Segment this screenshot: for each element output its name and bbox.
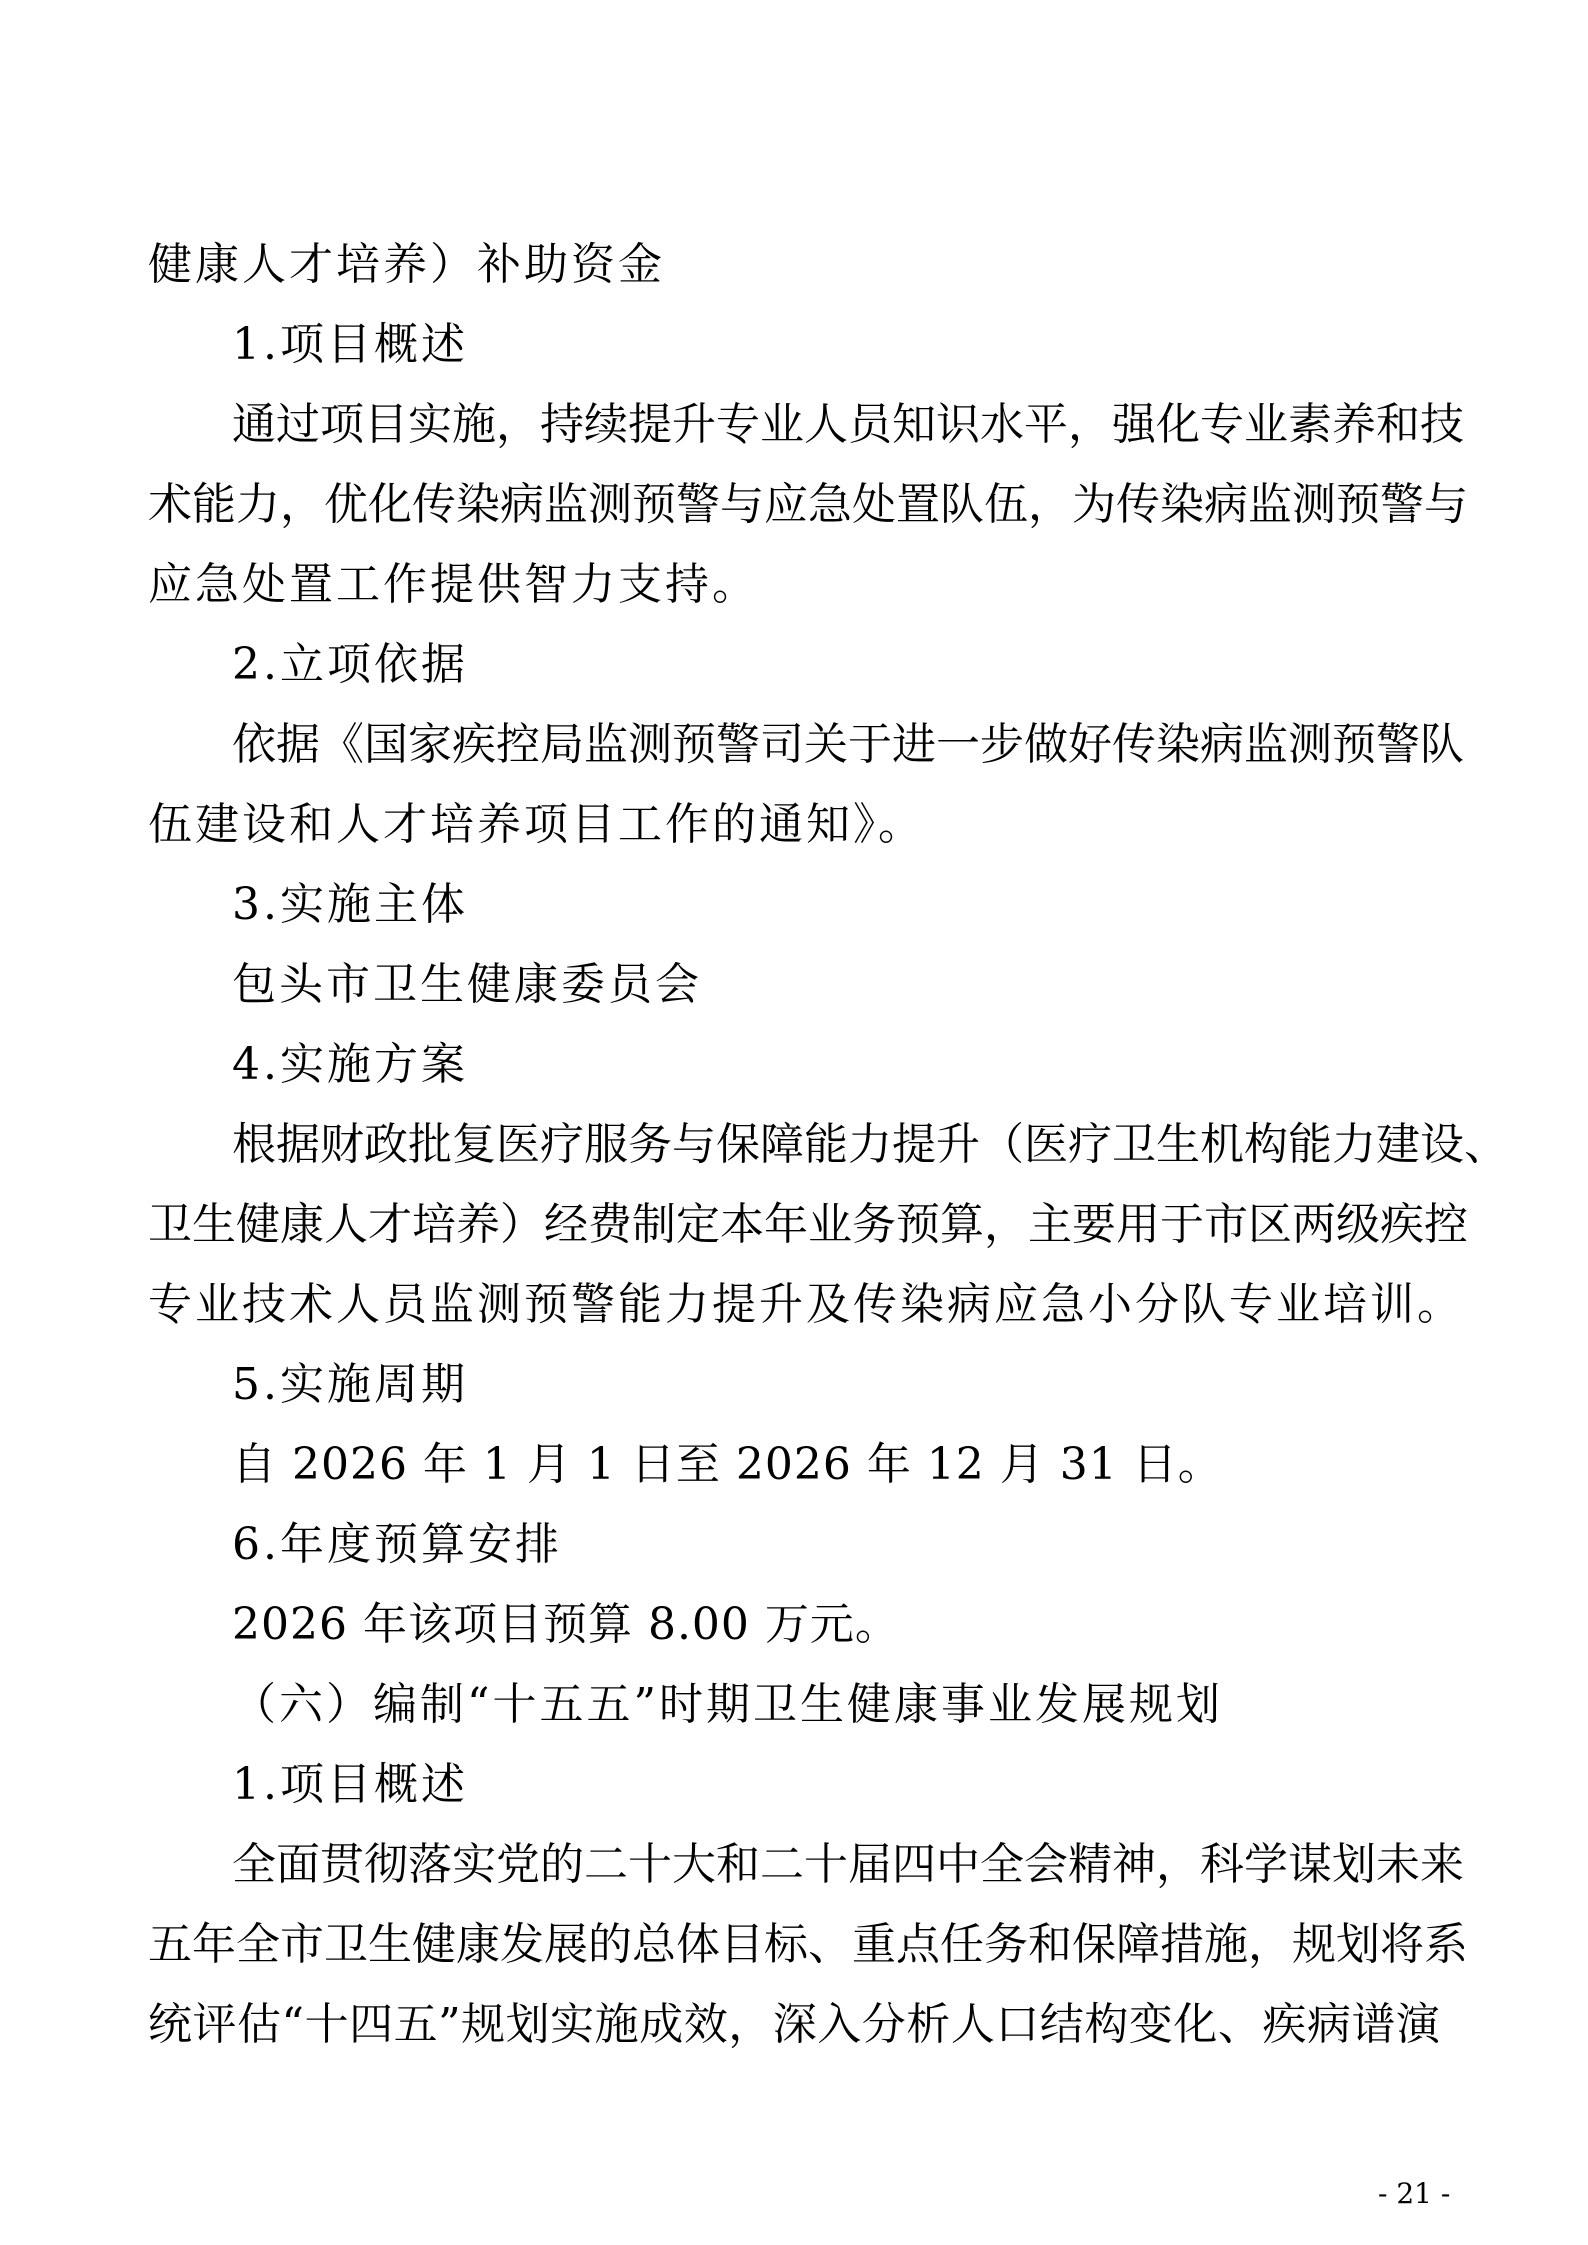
- paragraph-line: 自 2026 年 1 月 1 日至 2026 年 12 月 31 日。: [232, 1439, 1223, 1490]
- paragraph-line: 专业技术人员监测预警能力提升及传染病应急小分队专业培训。: [148, 1279, 1464, 1330]
- paragraph-line: 术能力，优化传染病监测预警与应急处置队伍，为传染病监测预警与: [148, 479, 1468, 530]
- paragraph-line: 伍建设和人才培养项目工作的通知》。: [148, 799, 925, 850]
- subheading-plan: 4.实施方案: [232, 1039, 468, 1090]
- subheading-budget: 6.年度预算安排: [232, 1519, 562, 1570]
- paragraph-line: 依据《国家疾控局监测预警司关于进一步做好传染病监测预警队: [232, 719, 1464, 770]
- section-heading: （六）编制“十五五”时期卫生健康事业发展规划: [232, 1679, 1223, 1730]
- paragraph-line: 包头市卫生健康委员会: [232, 959, 702, 1010]
- paragraph-line: 根据财政批复医疗服务与保障能力提升（医疗卫生机构能力建设、: [232, 1119, 1508, 1170]
- subheading-project-overview: 1.项目概述: [232, 319, 468, 370]
- subheading-basis: 2.立项依据: [232, 639, 468, 690]
- subheading-project-overview: 1.项目概述: [232, 1759, 468, 1810]
- paragraph-line: 通过项目实施，持续提升专业人员知识水平，强化专业素养和技: [232, 399, 1464, 450]
- text-line-continuation-heading: 健康人才培养）补助资金: [148, 239, 665, 290]
- paragraph-line: 卫生健康人才培养）经费制定本年业务预算，主要用于市区两级疾控: [148, 1199, 1468, 1250]
- page-number: - 21 -: [1378, 2177, 1451, 2210]
- paragraph-line: 五年全市卫生健康发展的总体目标、重点任务和保障措施，规划将系: [148, 1919, 1468, 1970]
- subheading-period: 5.实施周期: [232, 1359, 468, 1410]
- paragraph-line: 全面贯彻落实党的二十大和二十届四中全会精神，科学谋划未来: [232, 1839, 1464, 1890]
- paragraph-line: 统评估“十四五”规划实施成效，深入分析人口结构变化、疾病谱演: [148, 1999, 1440, 2050]
- subheading-implementer: 3.实施主体: [232, 879, 468, 930]
- paragraph-line: 应急处置工作提供智力支持。: [148, 559, 759, 610]
- paragraph-line: 2026 年该项目预算 8.00 万元。: [232, 1599, 900, 1650]
